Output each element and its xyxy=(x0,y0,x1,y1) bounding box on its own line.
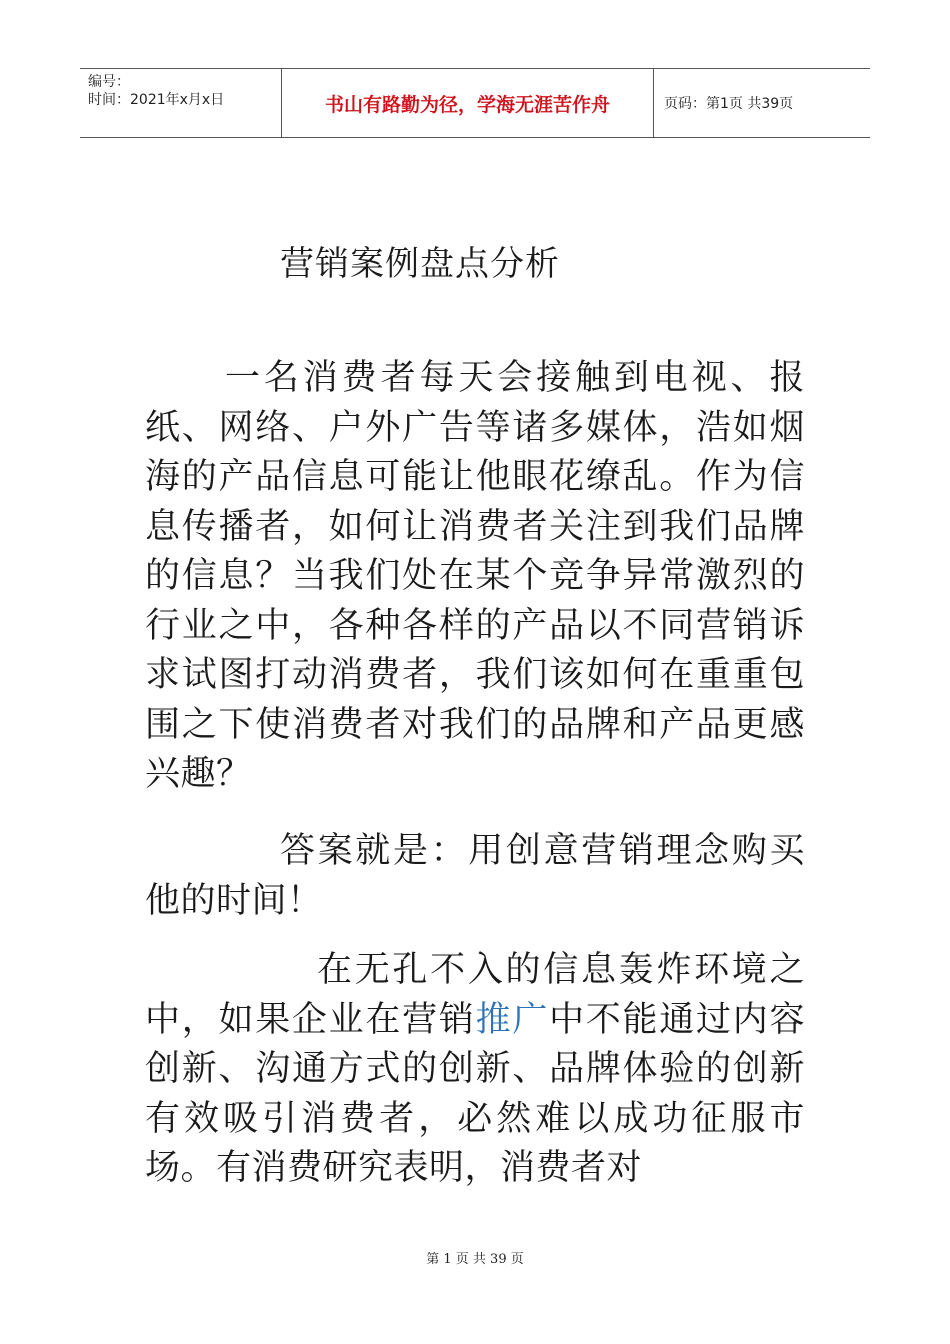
paragraph-2: 答案就是：用创意营销理念购买他的时间！ xyxy=(145,831,805,921)
paragraph-3 xyxy=(145,946,805,1194)
header-motto: 书山有路勤为径，学海无涯苦作舟 xyxy=(282,69,654,137)
header-date-label: 时间：2021年x月x日 xyxy=(88,92,225,108)
header-number-label: 编号： xyxy=(88,74,130,90)
promotion-link[interactable]: 推广 xyxy=(475,999,550,1040)
page-header xyxy=(80,68,870,138)
paragraph-3-text-end: 中不能通过内容创新、沟通方式的创新、品牌体验的创新有效吸引消费者，必然难以成功征服市场。有消费研究表明，消费者对 xyxy=(145,999,805,1188)
page-footer: 第 1 页 共 39 页 xyxy=(426,1252,524,1267)
paragraph-3-text-start: 在无孔不入的信息轰炸环境之中，如果企业在营销 xyxy=(145,950,805,1040)
header-page-info: 页码：第1页 共39页 xyxy=(664,96,794,112)
header-meta xyxy=(80,69,282,137)
document-title: 营销案例盘点分析 xyxy=(280,244,560,284)
paragraph-1: 一名消费者每天会接触到电视、报纸、网络、户外广告等诸多媒体，浩如烟海的产品信息可能让他眼花缭乱。作为信息传播者，如何让消费者关注到我们品牌的信息？当我们处在某个竞争异常激烈的行业之中，各种各样的产品以不同营销诉求试图打动消费者，我们该如何在重重包围之下使消费者对我们的品牌和产品更感兴趣？ xyxy=(145,358,805,794)
